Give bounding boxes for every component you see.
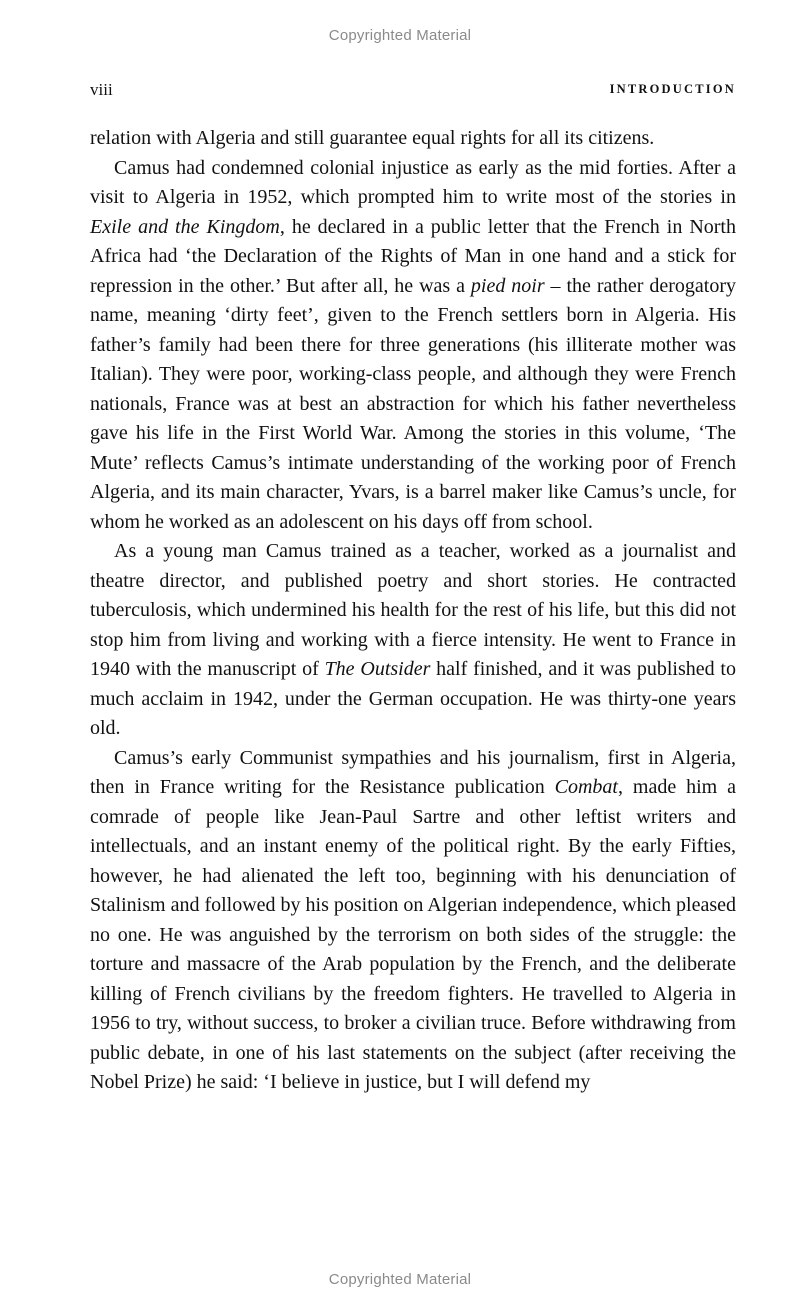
paragraph [90,744,736,1098]
text-span: , made him a comrade of people like Jean-Paul Sartre and other leftist writers and intellectuals, and an instant enemy of the political right. By the early Fifties, however, he had alienated the left too, beginning with his denunciation of Stalinism and followed by his position on Algerian independence, which pleased no one. He was anguished by the terrorism on both sides of the struggle: the torture and massacre of the Arab population by the French, and the deliberate killing of French civilians by the freedom fighters. He travelled to Algeria in 1956 to try, without success, to broker a civilian truce. Before withdrawing from public debate, in one of his last statements on the subject (after receiving the Nobel Prize) he said: ‘I believe in justice, but I will defend my [90,776,736,1093]
paragraph [90,154,736,538]
italic-title-span: Combat [554,776,618,798]
text-span: Camus’s early Communist sympathies and his journalism, first in Algeria, then in France writing for the Resistance publication [90,746,736,798]
text-span: half finished, and it was published to much acclaim in 1942, under the German occupation. He was thirty-one years old. [90,658,736,739]
text-span: Camus had condemned colonial injustice as early as the mid forties. After a visit to Algeria in 1952, which prompted him to write most of the stories in [90,156,736,208]
paragraph [90,124,736,154]
text-span: , he declared in a public letter that the French in North Africa had ‘the Declaration of the Rights of Man in one hand and a stick for repression in the other.’ But after all, he was a [90,215,736,297]
running-head [90,80,736,102]
text-span: – the rather derogatory name, meaning ‘dirty feet’, given to the French settlers born in Algeria. His father’s family had been there for three generations (his illiterate mother was Italian). They were poor, working-class people, and although they were French nationals, France was at best an abstraction for which his father nevertheless gave his life in the First World War. Among the stories in this volume, ‘The Mute’ reflects Camus’s intimate understanding of the working poor of French Algeria, and its main character, Yvars, is a barrel maker like Camus’s uncle, for whom he worked as an adolescent on his days off from school. [90,274,736,533]
italic-title-span: The Outsider [324,658,431,680]
text-span: As a young man Camus trained as a teacher, worked as a journalist and theatre director, and published poetry and short stories. He contracted tuberculosis, which undermined his health for the rest of his life, but this did not stop him from living and working with a fierce intensity. He went to France in 1940 with the manuscript of [90,540,736,680]
body-text [90,124,736,1098]
copyright-watermark-top: Copyrighted Material [328,27,472,44]
italic-title-span: pied noir [470,274,545,297]
text-span: relation with Algeria and still guarantee equal rights for all its citizens. [90,127,655,149]
section-title: INTRODUCTION [609,82,736,96]
copyright-watermark-bottom: Copyrighted Material [328,1271,472,1288]
paragraph [90,537,736,744]
italic-title-span: Exile and the Kingdom [90,215,280,238]
page-number: viii [90,80,113,99]
